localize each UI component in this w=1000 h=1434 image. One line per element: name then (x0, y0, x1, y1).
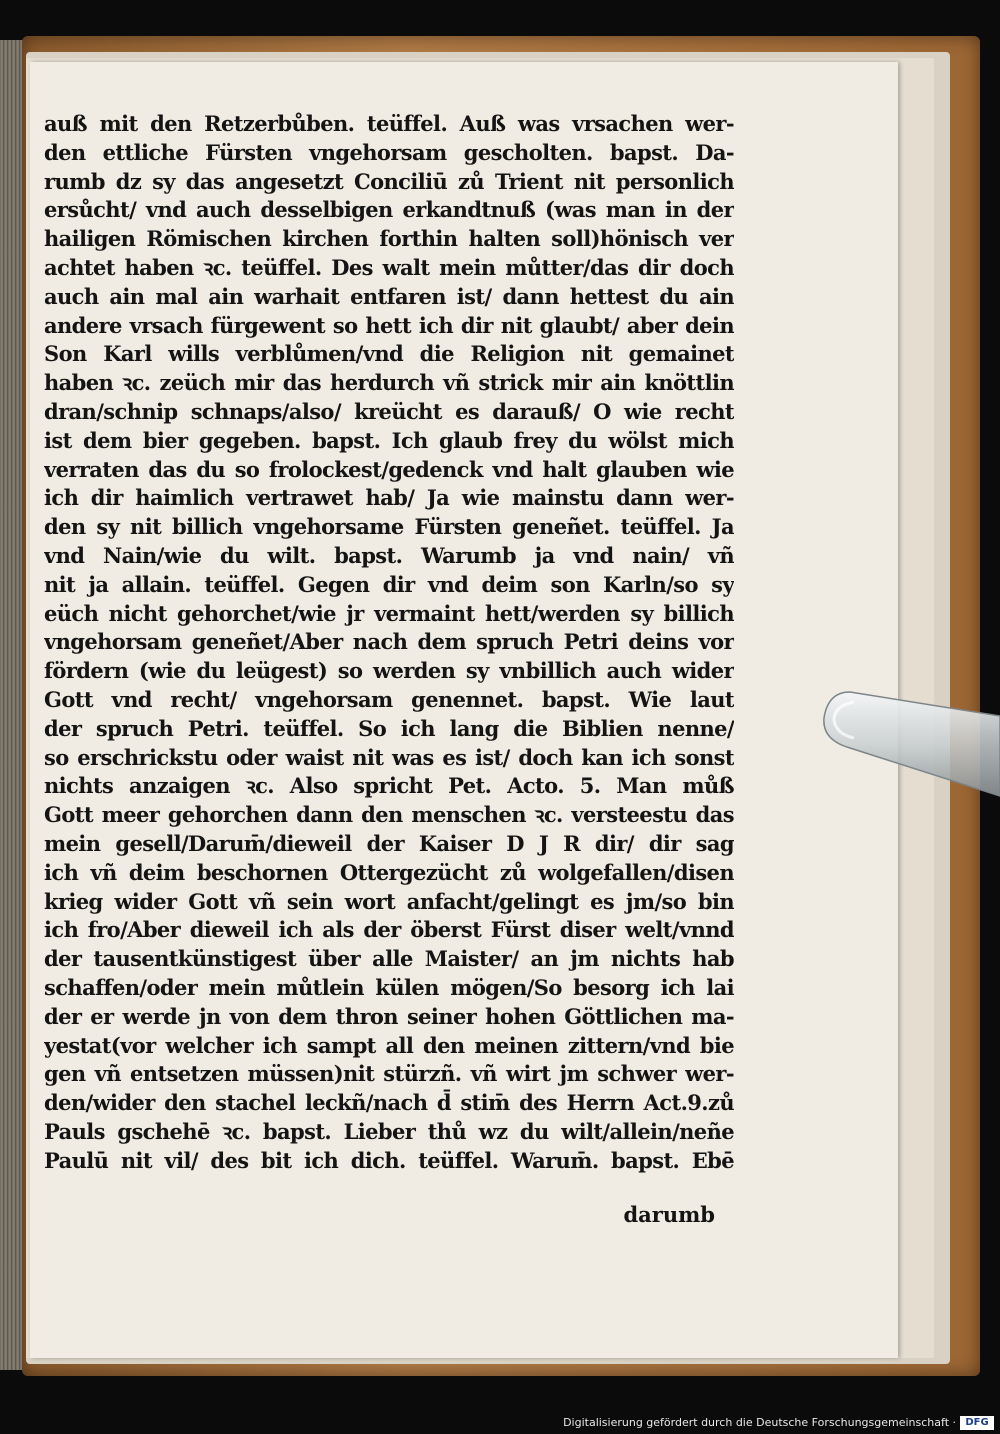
text-line: Paulū nit vil/ des bit ich dich. teüffel. Warum̄. bapst. Ebē (44, 1147, 734, 1173)
text-line: den ettliche Fürsten vngehorsam gescholten. bapst. Da- (44, 139, 734, 165)
text-line: Son Karl wills verblůmen/vnd die Religion nit gemainet (44, 341, 734, 367)
text-line: achtet haben ꝛc. teüffel. Des walt mein můtter/das dir doch (44, 254, 734, 280)
text-line: andere vrsach fürgewent so hett ich dir nit glaubt/ aber dein (44, 312, 734, 338)
text-line: ich fro/Aber dieweil ich als der öberst Fürst diser welt/vnnd (44, 917, 734, 943)
text-line: hailigen Römischen kirchen forthin halten soll)hönisch ver (44, 226, 734, 252)
text-line: dran/schnip schnaps/also/ kreücht es darauß/ O wie recht (44, 398, 734, 424)
digitization-credit: Digitalisierung gefördert durch die Deutsche Forschungsgemeinschaft · (563, 1416, 956, 1429)
text-line: den sy nit billich vngehorsame Fürsten geneñet. teüffel. Ja (44, 514, 734, 540)
text-line: nichts anzaigen ꝛc. Also spricht Pet. Acto. 5. Man můß (44, 773, 734, 799)
dfg-logo: DFG (960, 1416, 994, 1430)
glass-page-holder (820, 688, 1000, 798)
body-text (44, 110, 734, 1175)
text-line: Pauls gschehē ꝛc. bapst. Lieber thů wz du wilt/allein/neñe (44, 1118, 734, 1144)
paper-page (30, 62, 898, 1358)
text-line: rumb dz sy das angesetzt Conciliū zů Trient nit personlich (44, 168, 734, 194)
text-line: auch ain mal ain warhait entfaren ist/ dann hettest du ain (44, 283, 734, 309)
text-line: yestat(vor welcher ich sampt all den meinen zittern/vnd bie (44, 1032, 734, 1058)
text-line: haben ꝛc. zeüch mir das herdurch vñ strick mir ain knöttlin (44, 370, 734, 396)
text-line: der tausentkünstigest über alle Maister/ an jm nichts hab (44, 946, 734, 972)
text-line: den/wider den stachel leckñ/nach d̄ stim̄ des Herrn Act.9.zů (44, 1090, 734, 1116)
text-line: vnd Nain/wie du wilt. bapst. Warumb ja vnd nain/ vñ (44, 542, 734, 568)
text-line: nit ja allain. teüffel. Gegen dir vnd deim son Karln/so sy (44, 571, 734, 597)
text-line: vngehorsam geneñet/Aber nach dem spruch Petri deins vor (44, 629, 734, 655)
text-line: der er werde jn von dem thron seiner hohen Göttlichen ma- (44, 1003, 734, 1029)
text-line: krieg wider Gott vñ sein wort anfacht/gelingt es jm/so bin (44, 888, 734, 914)
book-spine-edge (0, 40, 24, 1370)
catchword: darumb (623, 1202, 715, 1227)
text-line: fördern (wie du leügest) so werden sy vnbillich auch wider (44, 658, 734, 684)
text-line: so erschrickstu oder waist nit was es ist/ doch kan ich sonst (44, 744, 734, 770)
text-line: eüch nicht gehorchet/wie jr vermaint hett/werden sy billich (44, 600, 734, 626)
text-line: gen vñ entsetzen müssen)nit stürzñ. vñ wirt jm schwer wer- (44, 1061, 734, 1087)
text-line: auß mit den Retzerbůben. teüffel. Auß was vrsachen wer- (44, 111, 734, 136)
text-line: Gott meer gehorchen dann den menschen ꝛc. versteestu das (44, 802, 734, 828)
text-line: mein gesell/Darum̄/dieweil der Kaiser D J R dir/ dir sag (44, 830, 734, 856)
text-line: schaffen/oder mein můtlein külen mögen/So besorg ich lai (44, 974, 734, 1000)
text-line: ich vñ deim beschornen Ottergezücht zů wolgefallen/disen (44, 859, 734, 885)
text-line: ich dir haimlich vertrawet hab/ Ja wie mainstu dann wer- (44, 485, 734, 511)
text-line: Gott vnd recht/ vngehorsam genennet. bapst. Wie laut (44, 686, 734, 712)
text-line: der spruch Petri. teüffel. So ich lang die Biblien nenne/ (44, 715, 734, 741)
text-line: ist dem bier gegeben. bapst. Ich glaub frey du wölst mich (44, 427, 734, 453)
text-line: verraten das du so frolockest/gedenck vnd halt glauben wie (44, 456, 734, 482)
text-line: ersůcht/ vnd auch desselbigen erkandtnuß (was man in der (44, 197, 734, 223)
